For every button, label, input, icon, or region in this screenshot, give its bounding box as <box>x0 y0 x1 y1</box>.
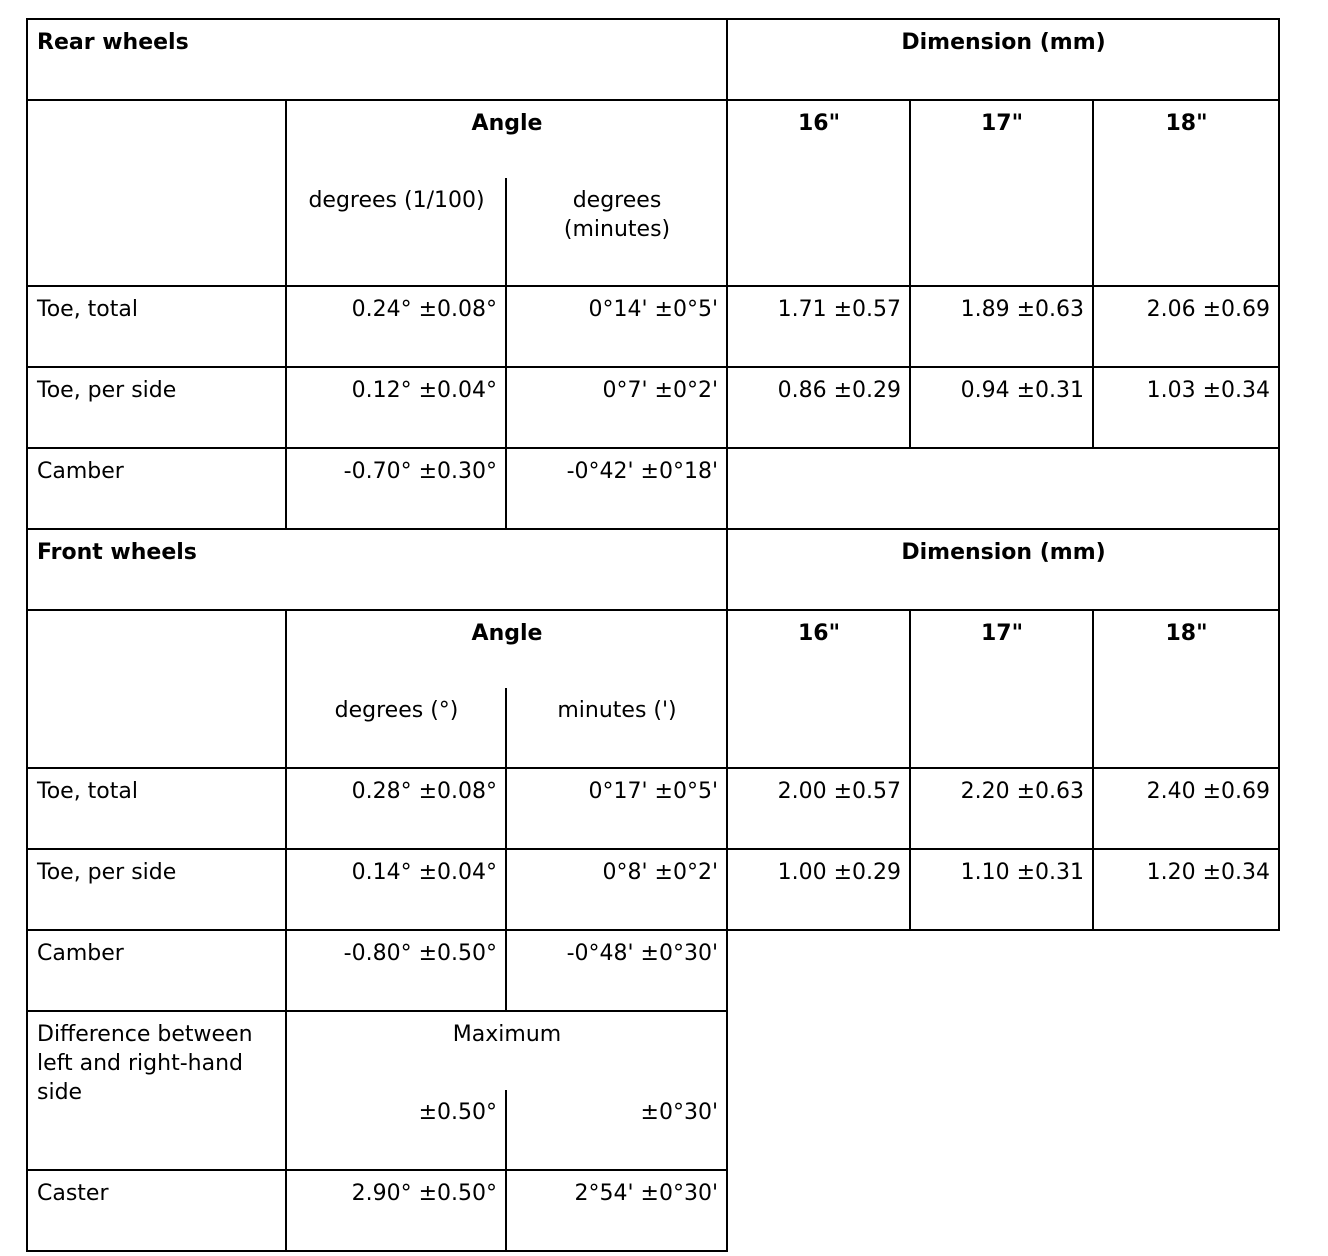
front-camber-deg: -0.80° ±0.50° <box>286 930 506 1011</box>
front-toe-per-side-deg: 0.14° ±0.04° <box>286 849 506 930</box>
front-camber-min: -0°48' ±0°30' <box>506 930 727 1011</box>
wheel-alignment-table <box>26 18 1280 1252</box>
front-caster-label: Caster <box>27 1170 286 1251</box>
front-toe-total-18: 2.40 ±0.69 <box>1093 768 1279 849</box>
front-header-blank <box>27 610 286 768</box>
front-toe-total-16: 2.00 ±0.57 <box>727 768 910 849</box>
rear-toe-total-min: 0°14' ±0°5' <box>506 286 727 367</box>
rear-toe-total-label: Toe, total <box>27 286 286 367</box>
table-row <box>27 286 1279 367</box>
rear-col-minutes-line1: degrees <box>572 188 662 213</box>
front-difference-deg: ±0.50° <box>286 1090 506 1170</box>
rear-toe-per-side-16: 0.86 ±0.29 <box>727 367 910 448</box>
front-caster-min: 2°54' ±0°30' <box>506 1170 727 1251</box>
rear-size-18: 18" <box>1093 100 1279 286</box>
front-difference-label <box>27 1011 286 1170</box>
rear-toe-total-deg: 0.24° ±0.08° <box>286 286 506 367</box>
front-wheels-heading: Front wheels <box>27 529 727 610</box>
rear-camber-deg: -0.70° ±0.30° <box>286 448 506 529</box>
front-angle-heading: Angle <box>286 610 727 688</box>
rear-wheels-heading: Rear wheels <box>27 19 727 100</box>
rear-col-minutes-line2: (minutes) <box>563 217 671 242</box>
front-toe-total-min: 0°17' ±0°5' <box>506 768 727 849</box>
front-size-16: 16" <box>727 610 910 768</box>
front-camber-label: Camber <box>27 930 286 1011</box>
rear-dimension-heading: Dimension (mm) <box>727 19 1279 100</box>
front-difference-label-line3: side <box>37 1080 83 1105</box>
front-dimension-heading: Dimension (mm) <box>727 529 1279 610</box>
rear-camber-empty <box>727 448 1279 529</box>
rear-toe-total-17: 1.89 ±0.63 <box>910 286 1093 367</box>
front-toe-per-side-17: 1.10 ±0.31 <box>910 849 1093 930</box>
rear-toe-total-18: 2.06 ±0.69 <box>1093 286 1279 367</box>
rear-header-blank <box>27 100 286 286</box>
rear-size-16: 16" <box>727 100 910 286</box>
front-lower-empty <box>727 930 1279 1251</box>
front-difference-min: ±0°30' <box>506 1090 727 1170</box>
front-col-minutes: minutes (') <box>506 688 727 768</box>
front-toe-per-side-label: Toe, per side <box>27 849 286 930</box>
front-toe-per-side-min: 0°8' ±0°2' <box>506 849 727 930</box>
rear-toe-per-side-label: Toe, per side <box>27 367 286 448</box>
rear-toe-per-side-18: 1.03 ±0.34 <box>1093 367 1279 448</box>
rear-size-17: 17" <box>910 100 1093 286</box>
rear-angle-heading: Angle <box>286 100 727 178</box>
front-col-degrees: degrees (°) <box>286 688 506 768</box>
table-row <box>27 849 1279 930</box>
front-toe-total-deg: 0.28° ±0.08° <box>286 768 506 849</box>
front-difference-maximum: Maximum <box>286 1011 727 1090</box>
rear-col-degrees: degrees (1/100) <box>286 178 506 286</box>
front-toe-total-17: 2.20 ±0.63 <box>910 768 1093 849</box>
table-row <box>27 448 1279 529</box>
rear-col-minutes <box>506 178 727 286</box>
front-difference-label-line1: Difference between <box>37 1022 253 1047</box>
table-row <box>27 930 1279 1011</box>
rear-toe-per-side-deg: 0.12° ±0.04° <box>286 367 506 448</box>
front-size-17: 17" <box>910 610 1093 768</box>
front-size-18: 18" <box>1093 610 1279 768</box>
rear-camber-label: Camber <box>27 448 286 529</box>
front-caster-deg: 2.90° ±0.50° <box>286 1170 506 1251</box>
front-toe-per-side-16: 1.00 ±0.29 <box>727 849 910 930</box>
rear-camber-min: -0°42' ±0°18' <box>506 448 727 529</box>
table-row <box>27 768 1279 849</box>
rear-toe-total-16: 1.71 ±0.57 <box>727 286 910 367</box>
front-difference-label-line2: left and right-hand <box>37 1051 243 1076</box>
table-row <box>27 367 1279 448</box>
rear-toe-per-side-17: 0.94 ±0.31 <box>910 367 1093 448</box>
rear-toe-per-side-min: 0°7' ±0°2' <box>506 367 727 448</box>
front-toe-total-label: Toe, total <box>27 768 286 849</box>
front-toe-per-side-18: 1.20 ±0.34 <box>1093 849 1279 930</box>
